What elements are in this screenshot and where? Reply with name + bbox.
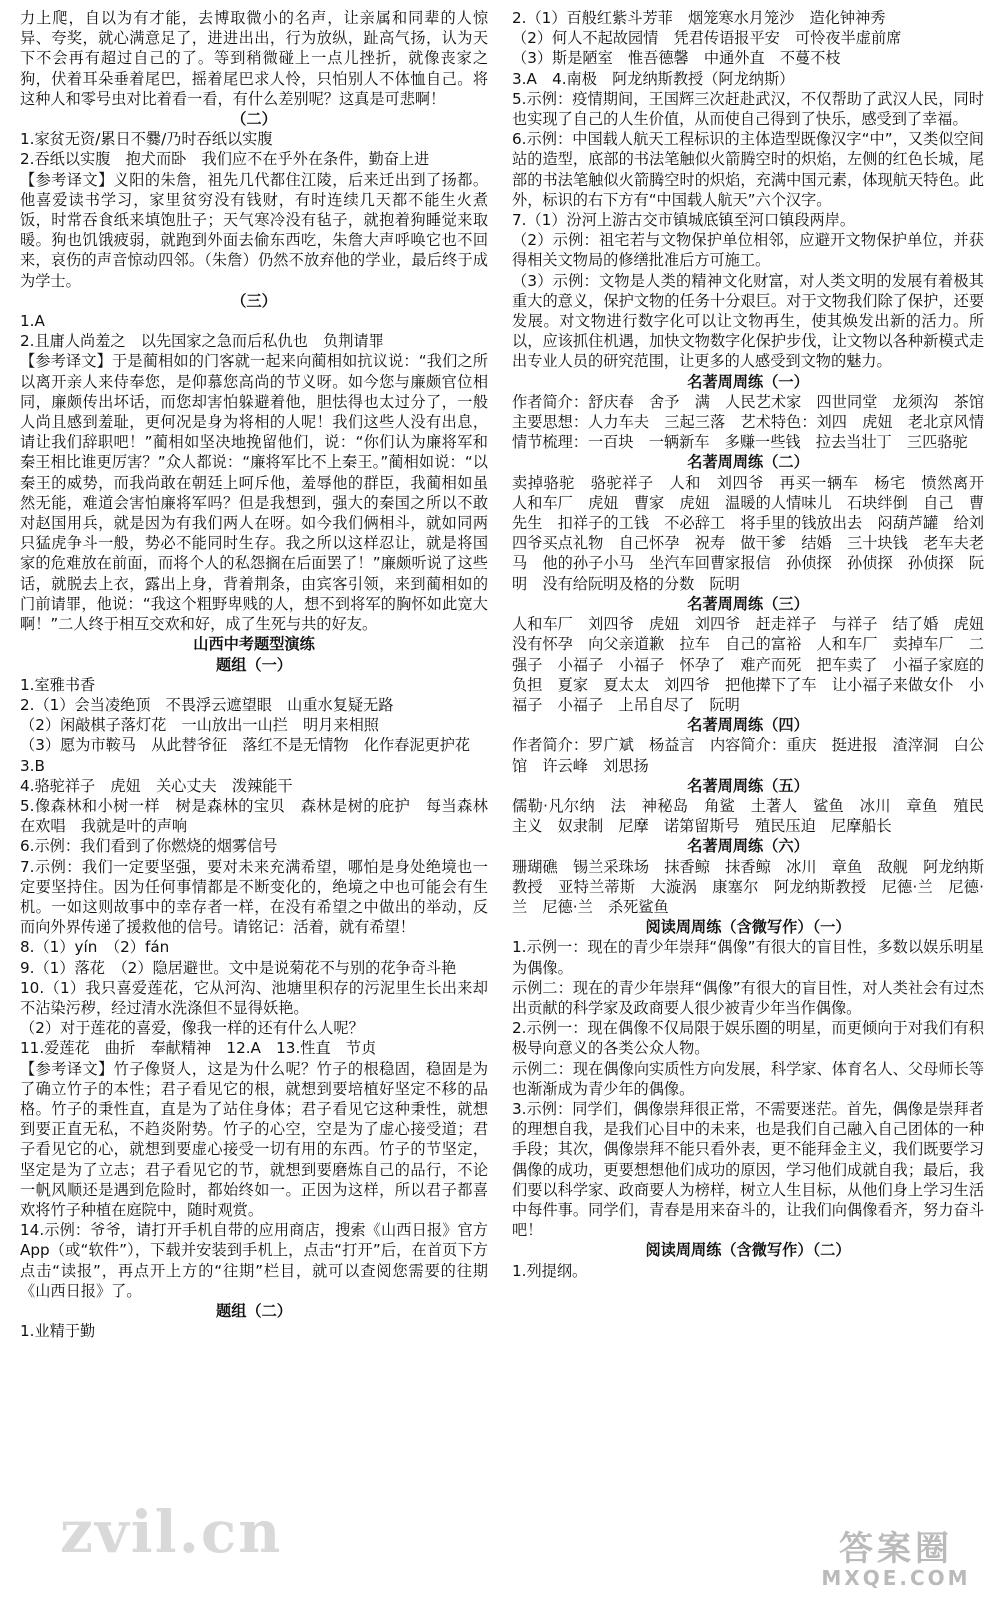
paragraph: 6.示例：我们看到了你燃烧的烟雾信号 (20, 837, 278, 856)
translation-paragraph: 【参考译文】于是蔺相如的门客就一起来向蔺相如抗议说：“我们之所以离开亲人来侍奉您，是仰慕您高尚的节义呀。如今您与廉颇官位相同，廉颇传出坏话，而您却害怕躲避着他，胆怯得也太过分了，一般人尚且感到羞耻，更何况是身为将相的人呢！我们这些人没有出息，请让我们辞职吧！”蔺相如坚决地挽留他们，说：“你们认为廉将军和秦王相比谁更厉害？”众人都说：“廉将军比不上秦王。”蔺相如说：“以秦王的威势，而我尚敢在朝廷上呵斥他，羞辱他的群臣，我蔺相如虽然无能，难道会害怕廉将军吗？但是我想到，强大的秦国之所以不敢对赵国用兵，就是因为有我们两人在呀。如今我们俩相斗，就如同两只猛虎争斗一般，势必不能同时生存。我之所以这样忍让，就是将国家的危难放在前面，而将个人的私怨搁在后面罢了！”廉颇听说了这些话，就脱去上衣，露出上身，背着荆条，由宾客引领，来到蔺相如的门前请罪，他说：“我这个粗野卑贱的人，想不到将军的胸怀如此宽大啊！”二人终于相互交欢和好，成了生死与共的好友。 (20, 352, 488, 634)
section-heading: 名著周周练（三） (687, 594, 809, 613)
paragraph: （2）对于莲花的喜爱，像我一样的还有什么人呢？ (20, 1019, 364, 1038)
paragraph: 14.示例：爷爷，请打开手机自带的应用商店，搜索《山西日报》官方App（或“软件”），下载并安装到手机上，点击“打开”后，在首页下方点击“读报”，再点开上方的“往期”栏目，就可以查阅您需要的往期《山西日报》了。 (20, 1221, 488, 1300)
section-heading: 名著周周练（二） (687, 453, 809, 472)
left-column (20, 8, 488, 1528)
paragraph: 6.示例：中国载人航天工程标识的主体造型既像汉字“中”，又类似空间站的造型，底部的书法笔触似火箭腾空时的炽焰，左侧的红色长城，尾部的书法笔触似火箭腾空时的炽焰，充满中国元素，体现航天特色。此外，标识的右下方有“中国载人航天”六个汉字。 (512, 130, 984, 209)
watermark-site: zvil.cn (60, 1498, 283, 1566)
paragraph: 7.（1）汾河上游古交市镇城底镇至河口镇段两岸。 (512, 211, 856, 230)
paragraph: 示例二：现在偶像向实质性方向发展，科学家、体育名人、父母师长等也渐渐成为青少年的偶像。 (512, 1059, 984, 1098)
paragraph: 示例二：现在的青少年崇拜“偶像”有很大的盲目性，对人类社会有过杰出贡献的科学家及政商要人很少被青少年当作偶像。 (512, 978, 984, 1017)
paragraph: 8.（1）yín （2）fán (20, 938, 170, 957)
paragraph: 作者简介：罗广斌 杨益言 内容简介：重庆 挺进报 渣滓洞 白公馆 许云峰 刘思扬 (512, 736, 984, 775)
paragraph: 2.吞纸以实腹 抱犬而卧 我们应不在乎外在条件，勤奋上进 (20, 150, 430, 169)
paragraph: 2.且庸人尚羞之 以先国家之急而后私仇也 负荆请罪 (20, 332, 384, 351)
paragraph: 1.业精于勤 (20, 1322, 96, 1341)
section-heading: 名著周周练（六） (687, 837, 809, 856)
paragraph: 力上爬，自以为有才能，去博取微小的名声，让亲属和同辈的人惊异、夸奖，就心满意足了，进进出出，行为放纵，趾高气扬，认为天下不会再有超过自己的了。等到稍微碰上一点儿挫折，就像丧家之狗，伏着耳朵垂着尾巴，摇着尾巴求人怜，只怕别人不体恤自己。将这种人和零号虫对比着看一看，有什么差别呢？这真是可悲啊！ (20, 9, 488, 108)
paragraph: 3.示例：同学们，偶像崇拜很正常，不需要迷茫。首先，偶像是崇拜者的理想自我，是我们心目中的未来，也是我们自己融入自己团体的一种手段；其次，偶像崇拜不能只看外表，更不能拜金主义，我们既要学习偶像的成功，更要想想他们成功的原因，学习他们成就自我；最后，我们要以科学家、政商要人为榜样，树立人生目标，从他们身上学习生活中每件事。同学们，青春是用来奋斗的，让我们向偶像看齐，努力奋斗吧！ (512, 1099, 984, 1240)
paragraph: 11.爱莲花 曲折 奉献精神 12.A 13.性直 节贞 (20, 1039, 377, 1058)
watermark-stamp-top: 答案圈 (839, 1529, 953, 1569)
paragraph: 1.示例一：现在的青少年崇拜“偶像”有很大的盲目性，多数以娱乐明星为偶像。 (512, 938, 984, 977)
section-heading: （二） (231, 110, 277, 129)
paragraph: 3.A 4.南极 阿龙纳斯教授（阿龙纳斯） (512, 69, 795, 88)
section-heading: 名著周周练（一） (687, 372, 809, 391)
section-heading: 题组（二） (216, 1302, 292, 1320)
paragraph: （3）愿为市鞍马 从此替爷征 落红不是无情物 化作春泥更护花 (20, 736, 471, 755)
paragraph: 9.（1）落花 （2）隐居避世。文中是说菊花不与别的花争奇斗艳 (20, 958, 457, 977)
watermark-stamp-bottom: MXQE.COM (821, 1566, 971, 1590)
paragraph: 1.室雅书香 (20, 675, 96, 694)
paragraph: 人和车厂 刘四爷 虎妞 刘四爷 赶走祥子 与祥子 结了婚 虎妞没有怀孕 向父亲道歉 拉车 自己的富裕 人和车厂 卖掉车厂 二强子 小福子 小福子 怀孕了 难产而死 把车卖了 小福子家庭的负担 夏家 夏太太 刘四爷 把他撵下了车 让小福子来做女仆 小福子 小福子 上吊自尽了 阮明 (512, 615, 984, 714)
paragraph: （3）示例：文物是人类的精神文化财富，对人类文明的发展有着极其重大的意义，保护文物的任务十分艰巨。对于文物我们除了保护，还要发展。对文物进行数字化可以让文物再生，使其焕发出新的活力。所以，应该抓住机遇，加快文物数字化保护步伐，让文物以各种新模式走出专业人员的研究范围，让更多的人感受到文物的魅力。 (512, 271, 984, 371)
paragraph: 4.骆驼祥子 虎妞 关心丈夫 泼辣能干 (20, 776, 293, 795)
paragraph: （2）示例：祖宅若与文物保护单位相邻，应避开文物保护单位，并获得相关文物局的修缮批准后方可施工。 (512, 231, 984, 270)
translation-paragraph: 【参考译文】竹子像贤人，这是为什么呢？竹子的根稳固，稳固是为了确立竹子的本性；君子看见它的根，就想到要培植好坚定不移的品格。竹子的秉性直，直是为了站住身体；君子看见它这种秉性，就想到要正直无私，不趋炎附势。竹子的心空，空是为了虚心接受道；君子看见它的心，就想到要虚心接受一切有用的东西。竹子的节坚定，坚定是为了立志；君子看见它的节，就想到要磨炼自己的品行，不论一帆风顺还是遇到危险时，都始终如一。正因为这样，所以君子都喜欢将竹子种植在庭院中，随时观赏。 (20, 1059, 488, 1219)
translation-paragraph: 【参考译文】义阳的朱詹，祖先几代都住江陵，后来迁出到了扬都。他喜爱读书学习，家里贫穷没有钱财，有时连续几天都不能生火煮饭，时常吞食纸来填饱肚子；天气寒冷没有毡子，就抱着狗睡觉来取暖。狗也饥饿疲弱，就跑到外面去偷东西吃，朱詹大声呼唤它也不回来，哀伤的声音惊动四邻。（朱詹）仍然不放弃他的学业，最后终于成为学士。 (20, 170, 488, 290)
paragraph: 2.（1）百般红紫斗芳菲 烟笼寒水月笼沙 造化钟神秀 (512, 9, 886, 27)
paragraph: 1.家贫无资/累日不爨/乃时吞纸以实腹 (20, 130, 273, 149)
paragraph: 卖掉骆驼 骆驼祥子 人和 刘四爷 再买一辆车 杨宅 愤然离开 人和车厂 虎妞 曹家 虎妞 温暖的人情味儿 石块绊倒 自己 曹先生 扣祥子的工钱 不必辞工 将手里的钱放出去 闷葫芦罐 给刘四爷买点礼物 自己怀孕 祝寿 做干爹 结婚 三十块钱 老车夫老马 他的孙子小马 坐汽车回曹家报信 孙侦探 孙侦探 孙侦探 阮明 没有给阮明及格的分数 阮明 (512, 473, 984, 593)
section-heading: 山西中考题型演练 (193, 635, 315, 654)
paragraph: 儒勒·凡尔纳 法 神秘岛 角鲨 土著人 鲨鱼 冰川 章鱼 殖民主义 奴隶制 尼摩 诺第留斯号 殖民压迫 尼摩船长 (512, 796, 984, 836)
paragraph: （2）闲敲棋子落灯花 一山放出一山拦 明月来相照 (20, 716, 379, 735)
section-heading: 名著周周练（五） (687, 776, 809, 795)
right-column (512, 8, 984, 1528)
paragraph: 2.示例一：现在偶像不仅局限于娱乐圈的明星，而更倾向于对我们有积极导向意义的各类公众人物。 (512, 1019, 984, 1058)
paragraph: （2）何人不起故园情 凭君传语报平安 可怜夜半虚前席 (512, 29, 902, 48)
section-heading: 阅读周周练（含微写作）（一） (645, 918, 851, 937)
section-heading: 题组（一） (216, 655, 292, 674)
section-heading: （三） (231, 291, 277, 310)
section-heading: 名著周周练（四） (687, 716, 809, 735)
paragraph: 3.B (20, 756, 45, 775)
paragraph: 1.列提纲。 (512, 1261, 588, 1280)
paragraph: 2.（1）会当凌绝顶 不畏浮云遮望眼 山重水复疑无路 (20, 695, 394, 714)
paragraph: （3）斯是陋室 惟吾德馨 中通外直 不蔓不枝 (512, 49, 841, 68)
paragraph: 1.A (20, 312, 45, 331)
paragraph: 作者简介：舒庆春 舍予 满 人民艺术家 四世同堂 龙须沟 茶馆 主要思想：人力车夫 三起三落 艺术特色：刘四 虎妞 老北京风情 情节梳理：一百块 一辆新车 多赚一些钱 拉去当壮丁 三匹骆驼 (512, 392, 984, 452)
paragraph: 7.示例：我们一定要坚强，要对未来充满希望，哪怕是身处绝境也一定要坚持住。因为任何事情都是不断变化的，绝境之中也可能会有生机。一如这则故事中的幸存者一样，在没有希望之中做出的举动，反而向外界传递了援救他的信号。请铭记：活着，就有希望！ (20, 857, 488, 937)
watermark-stamp (804, 1528, 988, 1592)
paragraph: 10.（1）我只喜爱莲花，它从河沟、池塘里积存的污泥里生长出来却不沾染污秽，经过清水洗涤但不显得妖艳。 (20, 978, 488, 1017)
paragraph: 珊瑚礁 锡兰采珠场 抹香鲸 抹香鲸 冰川 章鱼 敌舰 阿龙纳斯教授 亚特兰蒂斯 大漩涡 康塞尔 阿龙纳斯教授 尼德·兰 尼德·兰 尼德·兰 杀死鲨鱼 (512, 857, 984, 916)
section-heading: 阅读周周练（含微写作）（二） (645, 1241, 851, 1260)
paragraph: 5.像森林和小树一样 树是森林的宝贝 森林是树的庇护 每当森林在欢唱 我就是叶的声响 (20, 796, 488, 836)
paragraph: 5.示例：疫情期间，王国辉三次赶赴武汉，不仅帮助了武汉人民，同时也实现了自己的人生价值，从而使自己得到了快乐，感受到了幸福。 (512, 89, 984, 129)
